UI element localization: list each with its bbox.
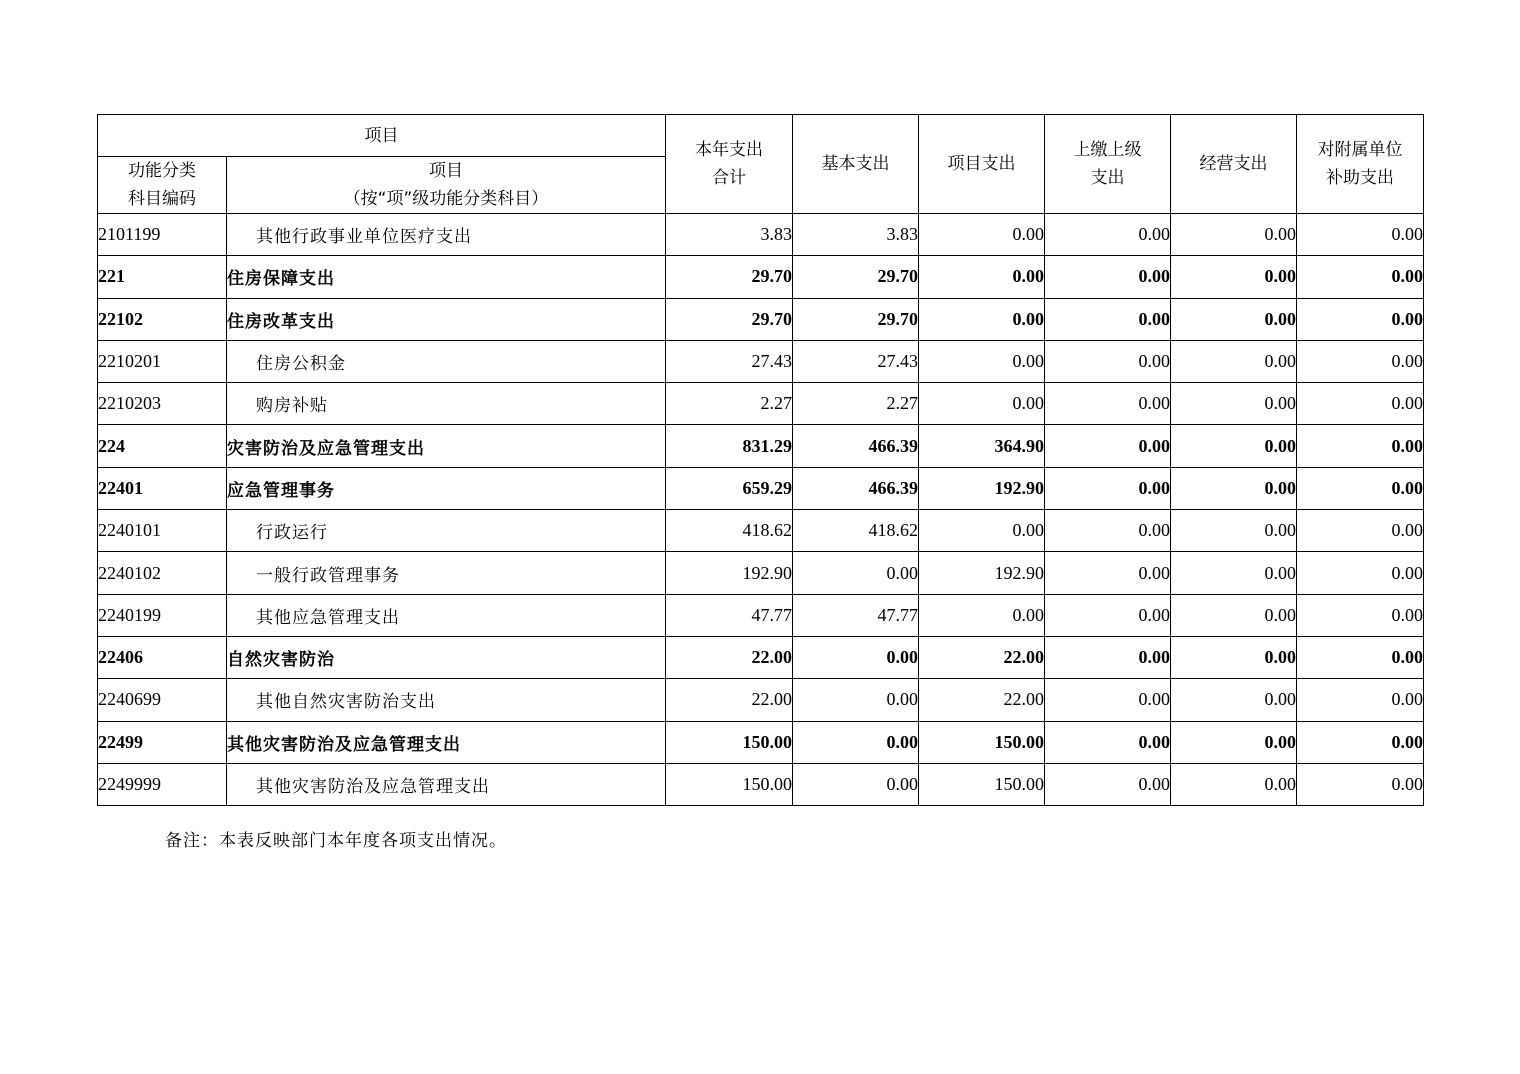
row-subsidy: 0.00 bbox=[1297, 679, 1424, 721]
row-name: 住房保障支出 bbox=[227, 256, 666, 298]
header-code-line1: 功能分类 bbox=[128, 161, 196, 181]
row-name: 其他灾害防治及应急管理支出 bbox=[227, 721, 666, 763]
table-row bbox=[98, 467, 1424, 509]
row-operating: 0.00 bbox=[1171, 594, 1297, 636]
row-code: 22102 bbox=[98, 298, 227, 340]
row-basic: 466.39 bbox=[793, 467, 919, 509]
row-total: 659.29 bbox=[666, 467, 793, 509]
row-total: 22.00 bbox=[666, 679, 793, 721]
header-name-line2: （按“项”级功能分类科目） bbox=[343, 189, 549, 209]
row-code: 22499 bbox=[98, 721, 227, 763]
row-code: 2210201 bbox=[98, 340, 227, 382]
row-total: 192.90 bbox=[666, 552, 793, 594]
row-upper: 0.00 bbox=[1045, 552, 1171, 594]
row-basic: 0.00 bbox=[793, 763, 919, 805]
row-operating: 0.00 bbox=[1171, 383, 1297, 425]
header-subsidy-line2: 补助支出 bbox=[1326, 168, 1394, 188]
row-subsidy: 0.00 bbox=[1297, 214, 1424, 256]
row-basic: 29.70 bbox=[793, 298, 919, 340]
row-total: 22.00 bbox=[666, 636, 793, 678]
header-upper-line1: 上缴上级 bbox=[1073, 140, 1142, 160]
row-basic: 47.77 bbox=[793, 594, 919, 636]
table-row bbox=[98, 256, 1424, 298]
row-subsidy: 0.00 bbox=[1297, 510, 1424, 552]
row-upper: 0.00 bbox=[1045, 510, 1171, 552]
table-row bbox=[98, 552, 1424, 594]
header-basic: 基本支出 bbox=[793, 115, 919, 214]
row-project: 0.00 bbox=[919, 340, 1045, 382]
row-total: 150.00 bbox=[666, 721, 793, 763]
row-project: 0.00 bbox=[919, 383, 1045, 425]
row-upper: 0.00 bbox=[1045, 383, 1171, 425]
row-project: 150.00 bbox=[919, 721, 1045, 763]
header-project-group: 项目 bbox=[98, 115, 666, 157]
row-subsidy: 0.00 bbox=[1297, 256, 1424, 298]
table-row bbox=[98, 763, 1424, 805]
row-upper: 0.00 bbox=[1045, 636, 1171, 678]
table-header bbox=[98, 115, 1424, 214]
row-operating: 0.00 bbox=[1171, 721, 1297, 763]
row-name: 应急管理事务 bbox=[227, 467, 666, 509]
row-operating: 0.00 bbox=[1171, 340, 1297, 382]
table-row bbox=[98, 214, 1424, 256]
row-code: 2101199 bbox=[98, 214, 227, 256]
row-code: 2249999 bbox=[98, 763, 227, 805]
row-upper: 0.00 bbox=[1045, 721, 1171, 763]
row-upper: 0.00 bbox=[1045, 298, 1171, 340]
row-subsidy: 0.00 bbox=[1297, 594, 1424, 636]
row-basic: 0.00 bbox=[793, 679, 919, 721]
row-project: 192.90 bbox=[919, 467, 1045, 509]
header-subsidy-line1: 对附属单位 bbox=[1317, 140, 1403, 160]
row-project: 0.00 bbox=[919, 510, 1045, 552]
row-project: 364.90 bbox=[919, 425, 1045, 467]
row-operating: 0.00 bbox=[1171, 214, 1297, 256]
table-row bbox=[98, 340, 1424, 382]
row-operating: 0.00 bbox=[1171, 763, 1297, 805]
row-name: 住房公积金 bbox=[227, 340, 666, 382]
row-subsidy: 0.00 bbox=[1297, 636, 1424, 678]
header-operating: 经营支出 bbox=[1171, 115, 1297, 214]
row-upper: 0.00 bbox=[1045, 256, 1171, 298]
row-operating: 0.00 bbox=[1171, 552, 1297, 594]
row-name: 购房补贴 bbox=[227, 383, 666, 425]
row-code: 22401 bbox=[98, 467, 227, 509]
row-total: 29.70 bbox=[666, 256, 793, 298]
row-subsidy: 0.00 bbox=[1297, 340, 1424, 382]
row-project: 0.00 bbox=[919, 594, 1045, 636]
row-project: 22.00 bbox=[919, 636, 1045, 678]
row-code: 22406 bbox=[98, 636, 227, 678]
row-upper: 0.00 bbox=[1045, 340, 1171, 382]
header-total-line2: 合计 bbox=[712, 168, 746, 188]
row-code: 221 bbox=[98, 256, 227, 298]
table-row bbox=[98, 679, 1424, 721]
row-basic: 29.70 bbox=[793, 256, 919, 298]
footnote: 备注：本表反映部门本年度各项支出情况。 bbox=[165, 831, 507, 851]
row-total: 831.29 bbox=[666, 425, 793, 467]
table-row bbox=[98, 510, 1424, 552]
row-code: 2210203 bbox=[98, 383, 227, 425]
table-row bbox=[98, 425, 1424, 467]
row-project: 22.00 bbox=[919, 679, 1045, 721]
table-body bbox=[98, 214, 1424, 806]
row-basic: 27.43 bbox=[793, 340, 919, 382]
header-upper bbox=[1045, 115, 1171, 214]
header-upper-line2: 支出 bbox=[1090, 168, 1125, 188]
header-total bbox=[666, 115, 793, 214]
row-operating: 0.00 bbox=[1171, 298, 1297, 340]
row-total: 2.27 bbox=[666, 383, 793, 425]
row-project: 0.00 bbox=[919, 214, 1045, 256]
table-row bbox=[98, 383, 1424, 425]
row-total: 150.00 bbox=[666, 763, 793, 805]
row-name: 一般行政管理事务 bbox=[227, 552, 666, 594]
row-project: 0.00 bbox=[919, 298, 1045, 340]
row-subsidy: 0.00 bbox=[1297, 467, 1424, 509]
header-name bbox=[227, 157, 666, 214]
row-name: 住房改革支出 bbox=[227, 298, 666, 340]
row-code: 2240199 bbox=[98, 594, 227, 636]
row-subsidy: 0.00 bbox=[1297, 721, 1424, 763]
row-basic: 3.83 bbox=[793, 214, 919, 256]
row-total: 29.70 bbox=[666, 298, 793, 340]
row-code: 2240699 bbox=[98, 679, 227, 721]
row-project: 150.00 bbox=[919, 763, 1045, 805]
row-basic: 418.62 bbox=[793, 510, 919, 552]
row-operating: 0.00 bbox=[1171, 510, 1297, 552]
row-upper: 0.00 bbox=[1045, 214, 1171, 256]
row-upper: 0.00 bbox=[1045, 679, 1171, 721]
header-code-line2: 科目编码 bbox=[128, 189, 196, 209]
row-code: 2240101 bbox=[98, 510, 227, 552]
row-basic: 0.00 bbox=[793, 721, 919, 763]
header-total-line1: 本年支出 bbox=[695, 140, 763, 160]
header-name-line1: 项目 bbox=[429, 161, 463, 181]
header-code bbox=[98, 157, 227, 214]
row-upper: 0.00 bbox=[1045, 425, 1171, 467]
row-name: 其他应急管理支出 bbox=[227, 594, 666, 636]
row-upper: 0.00 bbox=[1045, 594, 1171, 636]
row-operating: 0.00 bbox=[1171, 467, 1297, 509]
row-basic: 0.00 bbox=[793, 552, 919, 594]
row-subsidy: 0.00 bbox=[1297, 383, 1424, 425]
table-row bbox=[98, 594, 1424, 636]
row-total: 47.77 bbox=[666, 594, 793, 636]
row-total: 3.83 bbox=[666, 214, 793, 256]
row-upper: 0.00 bbox=[1045, 763, 1171, 805]
row-subsidy: 0.00 bbox=[1297, 552, 1424, 594]
row-basic: 0.00 bbox=[793, 636, 919, 678]
row-project: 192.90 bbox=[919, 552, 1045, 594]
row-basic: 2.27 bbox=[793, 383, 919, 425]
row-total: 418.62 bbox=[666, 510, 793, 552]
row-upper: 0.00 bbox=[1045, 467, 1171, 509]
row-operating: 0.00 bbox=[1171, 256, 1297, 298]
row-operating: 0.00 bbox=[1171, 636, 1297, 678]
row-total: 27.43 bbox=[666, 340, 793, 382]
row-name: 其他灾害防治及应急管理支出 bbox=[227, 763, 666, 805]
table-row bbox=[98, 721, 1424, 763]
header-project-expense: 项目支出 bbox=[919, 115, 1045, 214]
header-subsidy bbox=[1297, 115, 1424, 214]
row-operating: 0.00 bbox=[1171, 679, 1297, 721]
row-code: 2240102 bbox=[98, 552, 227, 594]
row-subsidy: 0.00 bbox=[1297, 298, 1424, 340]
table-row bbox=[98, 298, 1424, 340]
row-subsidy: 0.00 bbox=[1297, 425, 1424, 467]
row-subsidy: 0.00 bbox=[1297, 763, 1424, 805]
row-name: 行政运行 bbox=[227, 510, 666, 552]
row-name: 其他行政事业单位医疗支出 bbox=[227, 214, 666, 256]
row-name: 灾害防治及应急管理支出 bbox=[227, 425, 666, 467]
table-row bbox=[98, 636, 1424, 678]
row-operating: 0.00 bbox=[1171, 425, 1297, 467]
row-project: 0.00 bbox=[919, 256, 1045, 298]
expenditure-table bbox=[97, 114, 1424, 806]
row-name: 其他自然灾害防治支出 bbox=[227, 679, 666, 721]
row-code: 224 bbox=[98, 425, 227, 467]
row-basic: 466.39 bbox=[793, 425, 919, 467]
row-name: 自然灾害防治 bbox=[227, 636, 666, 678]
